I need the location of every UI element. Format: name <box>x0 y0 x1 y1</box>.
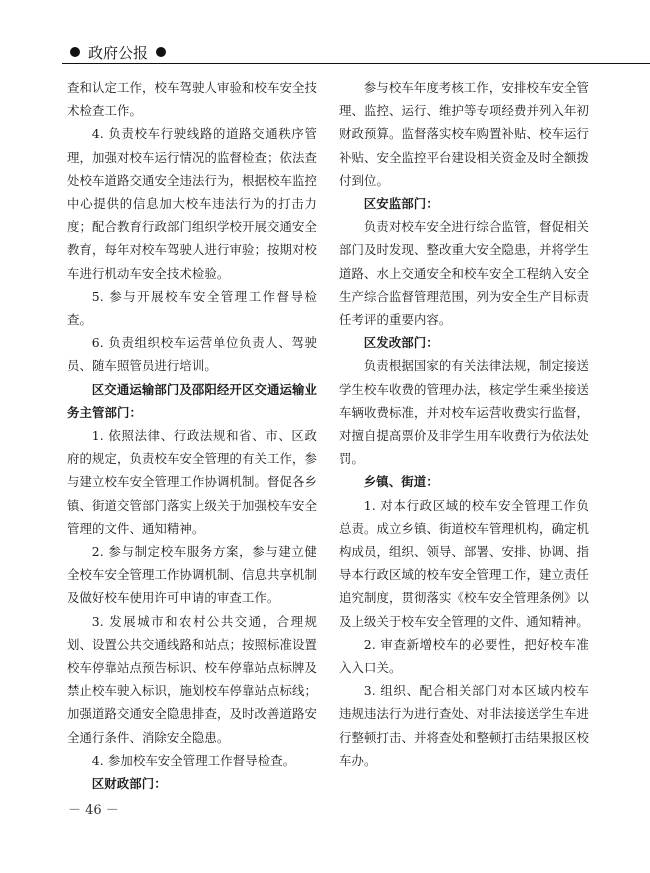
header-title: 政府公报 <box>88 43 149 62</box>
right-column <box>339 76 589 772</box>
section-heading: 区发改部门： <box>363 335 439 351</box>
paragraph: 查和认定工作，校车驾驶人审验和校车安全技术检查工作。 <box>67 80 317 119</box>
paragraph: 6. 负责组织校车运营单位负责人、驾驶员、随车照管员进行培训。 <box>67 335 317 374</box>
left-column <box>67 76 317 795</box>
paragraph: 1. 对本行政区域的校车安全管理工作负总责。成立乡镇、街道校车管理机构，确定机构成员，组织、领导、部署、安排、协调、指导本行政区域的校车安全管理工作，建立责任追究制度，贯彻落实《校车安全管理条例》以及上级关于校车安全管理的文件、通知精神。 <box>339 497 589 629</box>
bullet-dot-icon <box>70 47 80 57</box>
section-heading: 乡镇、街道： <box>363 474 439 490</box>
page-number: － 46 － <box>68 803 119 818</box>
paragraph: 参与校车年度考核工作，安排校车安全管理、监控、运行、维护等专项经费并列入年初财政预算。监督落实校车购置补贴、校车运行补贴、安全监控平台建设相关资金及时全额拨付到位。 <box>339 80 589 188</box>
paragraph: 4. 负责校车行驶线路的道路交通秩序管理，加强对校车运行情况的监督检查；依法查处校车道路交通安全违法行为，根据校车监控中心提供的信息加大校车违法行为的打击力度；配合教育行政部门组织学校开展交通安全教育，每年对校车驾驶人进行审验；按期对校车进行机动车安全技术检验。 <box>67 126 317 281</box>
paragraph: 1. 依照法律、行政法规和省、市、区政府的规定，负责校车安全管理的有关工作，参与建立校车安全管理工作协调机制。督促各乡镇、街道交管部门落实上级关于加强校车安全管理的文件、通知精神。 <box>67 428 317 536</box>
paragraph: 负责根据国家的有关法律法规，制定接送学生校车收费的管理办法，核定学生乘坐接送车辆收费标准，并对校车运营收费实行监督，对擅自提高票价及非学生用车收费行为依法处罚。 <box>339 358 589 467</box>
section-heading: 区安监部门： <box>363 196 439 212</box>
paragraph: 3. 发展城市和农村公共交通，合理规划、设置公共交通线路和站点；按照标准设置校车停靠站点预告标识、校车停靠站点标牌及禁止校车驶入标识，施划校车停靠站点标线；加强道路交通安全隐患排查，及时改善道路安全通行条件、消除安全隐患。 <box>67 613 317 745</box>
paragraph: 4. 参加校车安全管理工作督导检查。 <box>91 752 296 768</box>
paragraph: 负责对校车安全进行综合监管，督促相关部门及时发现、整改重大安全隐患，并将学生道路、水上交通安全和校车安全工程纳入安全生产综合监督管理范围，列为安全生产目标责任考评的重要内容。 <box>339 219 589 328</box>
paragraph: 2. 审查新增校车的必要性，把好校车准入入口关。 <box>339 636 589 676</box>
page-header <box>62 42 174 62</box>
paragraph: 3. 组织、配合相关部门对本区域内校车违规违法行为进行查处、对非法接送学生车进行整顿打击、并将查处和整顿打击结果报区校车办。 <box>339 683 589 768</box>
paragraph: 2. 参与制定校车服务方案，参与建立健全校车安全管理工作协调机制、信息共享机制及做好校车使用许可申请的审查工作。 <box>67 544 317 606</box>
bullet-dot-icon <box>156 47 166 57</box>
section-heading: 区交通运输部门及邵阳经开区交通运输业务主管部门： <box>67 381 317 420</box>
paragraph: 5. 参与开展校车安全管理工作督导检查。 <box>67 288 317 328</box>
header-rule <box>62 63 650 64</box>
section-heading: 区财政部门： <box>91 776 167 792</box>
